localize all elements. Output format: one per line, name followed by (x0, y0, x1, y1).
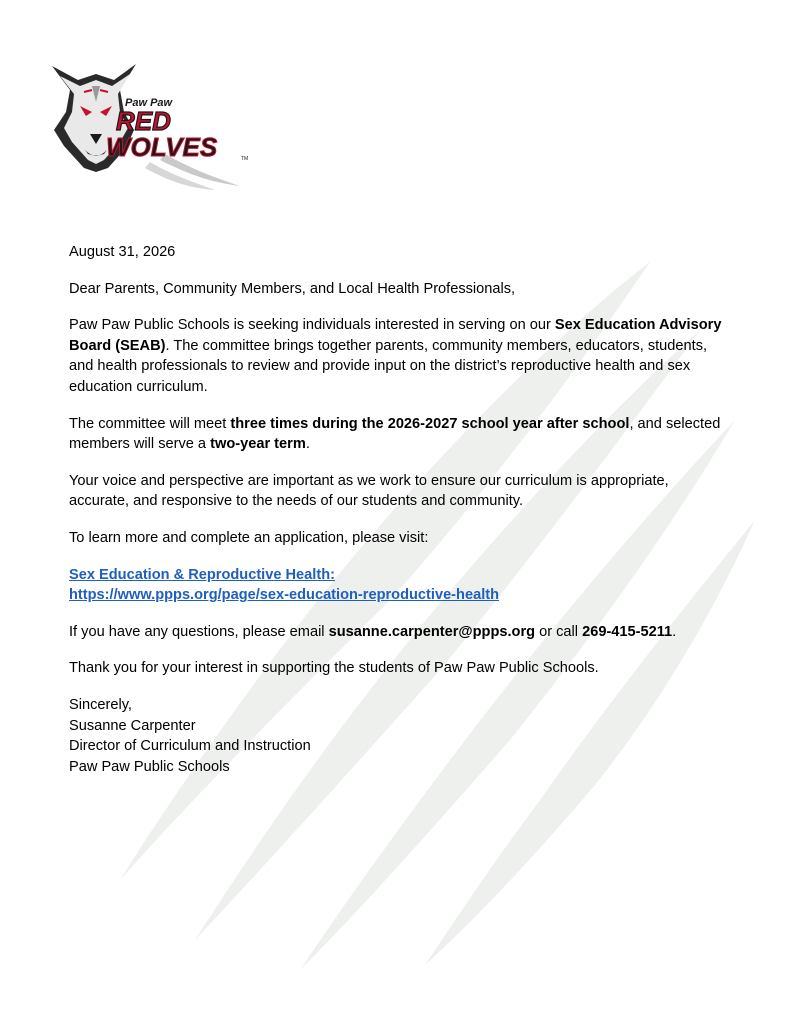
paragraph-thanks: Thank you for your interest in supporting the students of Paw Paw Public Schools. (69, 660, 599, 677)
letter-salutation: Dear Parents, Community Members, and Local Health Professionals, (69, 280, 516, 297)
paragraph-visit: To learn more and complete an application, please visit: (69, 529, 429, 546)
advisory-board-name: Sex Education Advisory Board (SEAB) (69, 317, 722, 354)
paragraph-voice: Your voice and perspective are important as we work to ensure our curriculum is appropriate, accurate, and responsive to the needs of our students and community. (69, 472, 669, 510)
signature-title: Director of Curriculum and Instruction (69, 738, 311, 755)
paragraph-intro: Paw Paw Public Schools is seeking individuals interested in serving on our Sex Education Advisory Board (SEAB). The committee brings together parents, community members, educators, students, and health professionals to review and provide input on the district’s reproductive health and sex education curriculum. (69, 317, 722, 395)
paragraph-schedule: The committee will meet three times during the 2026-2027 school year after school, and selected members will serve a two-year term. (69, 415, 721, 453)
letter-body (69, 242, 729, 793)
link-title[interactable]: Sex Education & Reproductive Health: (69, 566, 335, 583)
contact-email: susanne.carpenter@ppps.org (328, 623, 536, 640)
signature-org: Paw Paw Public Schools (69, 758, 230, 775)
red-wolves-logo (40, 50, 255, 190)
link-block (69, 565, 729, 606)
link-url[interactable]: https://www.ppps.org/page/sex-education-reproductive-health (69, 587, 500, 604)
logo-small-text: Paw Paw (125, 97, 173, 109)
logo-trademark: TM (241, 156, 249, 162)
signature-name: Susanne Carpenter (69, 717, 196, 734)
contact-phone: 269-415-5211 (582, 623, 673, 640)
logo-word-wolves: WOLVES (106, 132, 218, 162)
signature-closing: Sincerely, (69, 696, 132, 713)
meeting-schedule: three times during the 2026-2027 school year after school (230, 415, 630, 432)
term-length: two-year term (210, 436, 306, 453)
letter-date: August 31, 2026 (69, 244, 176, 260)
paragraph-contact: If you have any questions, please email susanne.carpenter@ppps.org or call 269-415-5211. (69, 623, 677, 640)
signature-block (69, 695, 729, 777)
logo-word-red: RED (116, 106, 171, 136)
